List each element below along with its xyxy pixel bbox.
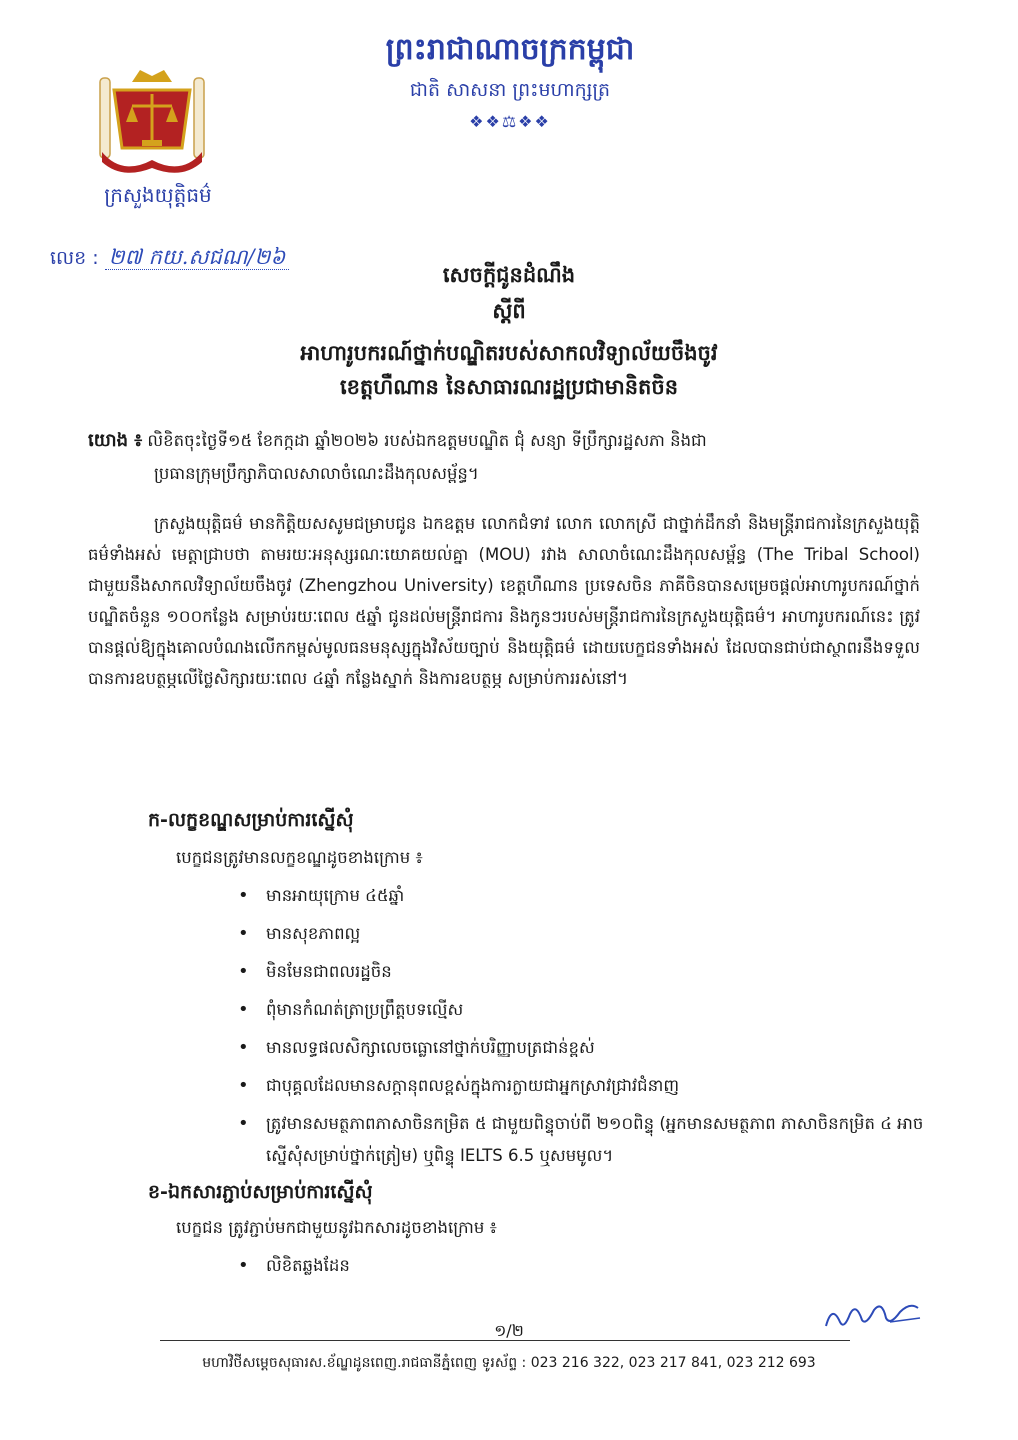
list-item: • ត្រូវមានសមត្ថភាពភាសាចិនកម្រិត ៥ ជាមួយពិន្ទុចាប់ពី ២១០ពិន្ទុ (អ្នកមានសមត្ថភាព ភាសាចិនកម្រិត ៤ អាចស្នើសុំសម្រាប់ថ្នាក់ត្រៀម) ឬពិន្ទុ IELTS 6.5 ឬសមមូល។ <box>238 1108 928 1172</box>
list-item: • មានសុខភាពល្អ <box>238 918 928 950</box>
footer-address: មហាវិថីសម្តេចសុធារស.ខ័ណ្ឌដូនពេញ.រាជធានីភ្នំពេញ ទូរស័ព្ទ : 023 216 322, 023 217 841, 023 212 693 <box>202 1355 816 1371</box>
header-ornament: ❖❖⚖❖❖ <box>469 112 551 131</box>
body-paragraph: ក្រសួងយុត្តិធម៌ មានកិត្តិយសសូមជម្រាបជូន ឯកឧត្តម លោកជំទាវ លោក លោកស្រី ជាថ្នាក់ដឹកនាំ និងមន្ត្រីរាជការនៃក្រសួងយុត្តិធម៌ទាំងអស់ មេត្តាជ្រាបថា តាមរយៈអនុស្សរណៈយោគយល់គ្នា (MOU) រវាង សាលាចំណេះដឹងកុលសម្ព័ន្ធ (The Tribal School) ជាមួយនឹងសាកលវិទ្យាល័យចឹងចូវ (Zhengzhou University) ខេត្តហឺណាន ប្រទេសចិន ភាគីចិនបានសម្រេចផ្តល់អាហារូបករណ៍ថ្នាក់បណ្ឌិតចំនួន ១០០កន្លែង សម្រាប់រយៈពេល ៥ឆ្នាំ ជូនដល់មន្ត្រីរាជការ និងកូនៗរបស់មន្ត្រីរាជការនៃក្រសួងយុត្តិធម៌។ អាហារូបករណ៍នេះ ត្រូវបានផ្តល់ឱ្យក្នុងគោលបំណងលើកកម្ពស់មូលធនមនុស្សក្នុងវិស័យច្បាប់ និងយុត្តិធម៌ ដោយបេក្ខជនទាំងអស់ ដែលបានជាប់ជាស្ថាពរនឹងទទួលបានការឧបត្ថម្ភលើថ្លៃសិក្សារយៈពេល ៤ឆ្នាំ កន្លែងស្នាក់ និងការឧបត្ថម្ភ សម្រាប់ការរស់នៅ។ <box>88 514 920 688</box>
document-subject-line-1: អាហារូបករណ៍ថ្នាក់បណ្ឌិតរបស់សាកលវិទ្យាល័យចឹងចូវ <box>300 341 718 365</box>
page-number: ១/២ <box>494 1321 524 1340</box>
document-title: សេចក្តីជូនដំណឹង <box>442 263 576 287</box>
section-b-list <box>238 1250 928 1288</box>
section-b-heading: ខ-ឯកសារភ្ជាប់សម្រាប់ការស្នើសុំ <box>148 1181 373 1203</box>
ministry-name: ក្រសួងយុត្តិធម៌ <box>104 183 212 207</box>
ministry-emblem-icon <box>92 60 212 180</box>
list-item: • ជាបុគ្គលដែលមានសក្តានុពលខ្ពស់ក្នុងការក្លាយជាអ្នកស្រាវជ្រាវជំនាញ <box>238 1070 928 1102</box>
reference-block <box>88 424 920 490</box>
section-a-heading: ក-លក្ខខណ្ឌសម្រាប់ការស្នើសុំ <box>148 809 354 831</box>
national-motto: ជាតិ សាសនា ព្រះមហាក្សត្រ <box>409 79 611 101</box>
reference-block-label: យោង ៖ <box>88 430 143 451</box>
document-subject-line-2: ខេត្តហឺណាន នៃសាធារណរដ្ឋប្រជាមានិតចិន <box>339 375 679 399</box>
list-item: • មានលទ្ធផលសិក្សាលេចធ្លោនៅថ្នាក់បរិញ្ញាបត្រជាន់ខ្ពស់ <box>238 1032 928 1064</box>
list-item: • លិខិតឆ្លងដែន <box>238 1250 928 1282</box>
reference-number-value: ២៧ កយ.សជណ/២៦ <box>105 245 290 270</box>
section-a-intro: បេក្ខជនត្រូវមានលក្ខខណ្ឌដូចខាងក្រោម ៖ <box>176 848 423 867</box>
reference-line-1: លិខិតចុះថ្ងៃទី១៥ ខែកក្កដា ឆ្នាំ២០២៦ របស់ឯកឧត្តមបណ្ឌិត ជុំ សន្យា ទីប្រឹក្សារដ្ឋសភា និងជា <box>147 431 707 450</box>
document-subtitle-about: ស្តីពី <box>492 299 526 323</box>
reference-label: លេខ : <box>50 247 99 269</box>
section-a-list <box>238 880 928 1178</box>
list-item: • ពុំមានកំណត់ត្រាប្រព្រឹត្តបទល្មើស <box>238 994 928 1026</box>
footer-divider <box>160 1340 850 1341</box>
kingdom-title: ព្រះរាជាណាចក្រកម្ពុជា <box>385 32 635 67</box>
section-b-intro: បេក្ខជន ត្រូវភ្ជាប់មកជាមួយនូវឯកសារដូចខាងក្រោម ៖ <box>176 1218 497 1237</box>
reference-line-2: ប្រធានក្រុមប្រឹក្សាភិបាលសាលាចំណេះដឹងកុលសម្ព័ន្ធ។ <box>154 464 479 483</box>
list-item: • មានអាយុក្រោម ៤៥ឆ្នាំ <box>238 880 928 912</box>
list-item: • មិនមែនជាពលរដ្ឋចិន <box>238 956 928 988</box>
